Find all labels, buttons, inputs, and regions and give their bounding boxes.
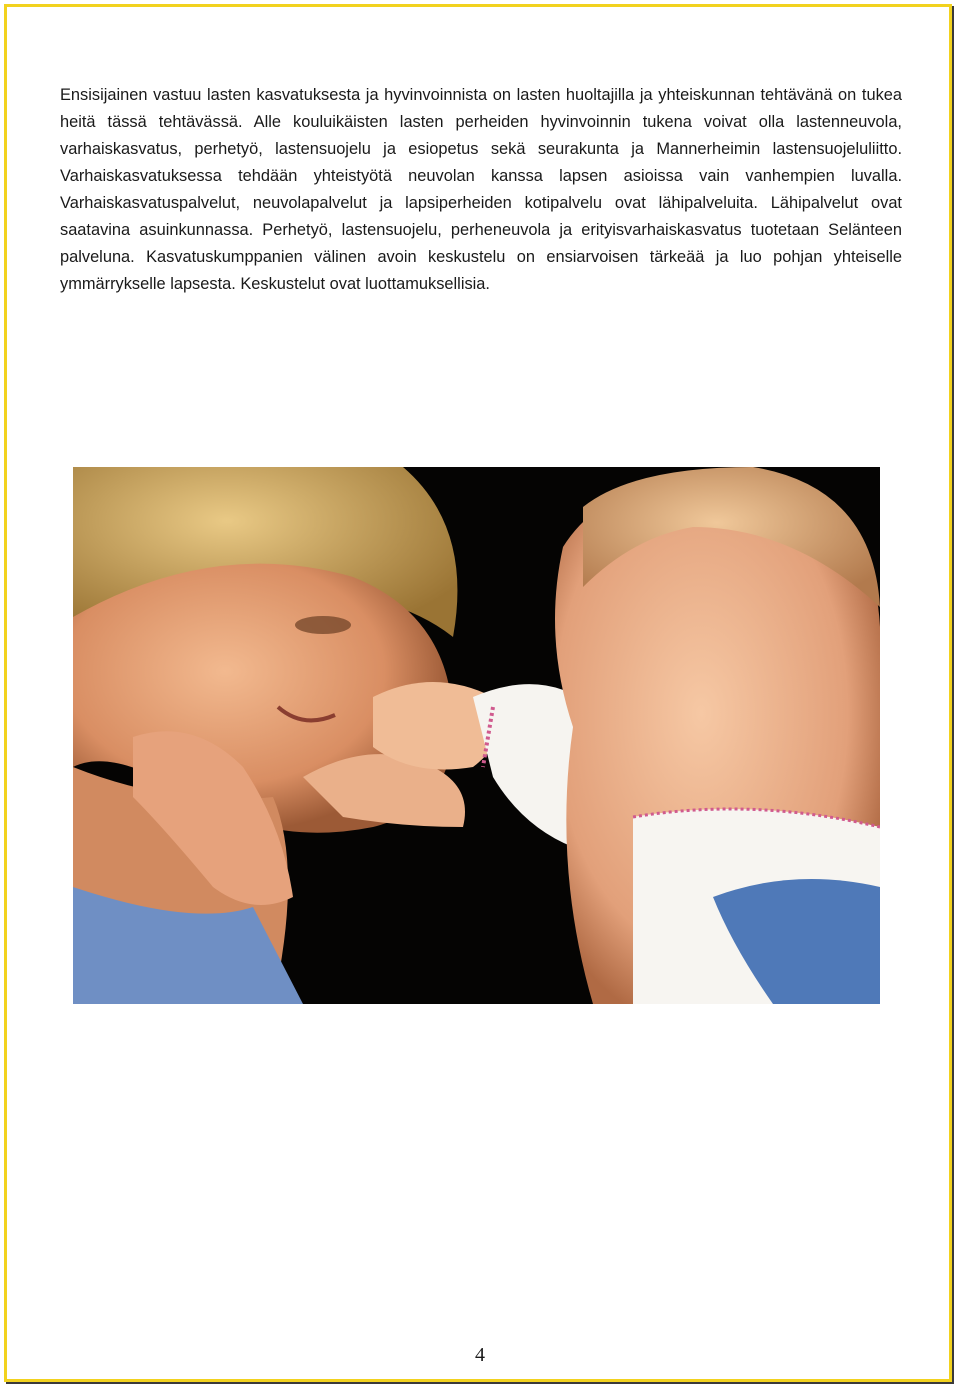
mother-and-baby-photo (73, 467, 880, 1004)
body-paragraph: Ensisijainen vastuu lasten kasvatuksesta ja hyvinvoinnista on lasten huoltajilla ja yhteiskunnan tehtävänä on tukea heitä tässä tehtävässä. Alle kouluikäisten lasten perheiden hyvinvoinnin tukena voivat olla lastenneuvola, varhaiskasvatus, perhetyö, lastensuojelu ja esiopetus sekä seurakunta ja Mannerheimin lastensuojeluliitto. Varhaiskasvatuksessa tehdään yhteistyötä neuvolan kanssa lapsen asioissa vain vanhempien luvalla. Varhaiskasvatuspalvelut, neuvolapalvelut ja lapsiperheiden kotipalvelu ovat lähipalveluita. Lähipalvelut ovat saatavina asuinkunnassa. Perhetyö, lastensuojelu, perheneuvola ja erityisvarhaiskasvatus tuotetaan Selänteen palveluna. Kasvatuskumppanien välinen avoin keskustelu on ensiarvoisen tärkeää ja luo pohjan yhteiselle ymmärrykselle lapsesta. Keskustelut ovat luottamuksellisia. (60, 86, 902, 293)
page-number: 4 (475, 1344, 485, 1366)
photo-illustration (73, 467, 880, 1004)
